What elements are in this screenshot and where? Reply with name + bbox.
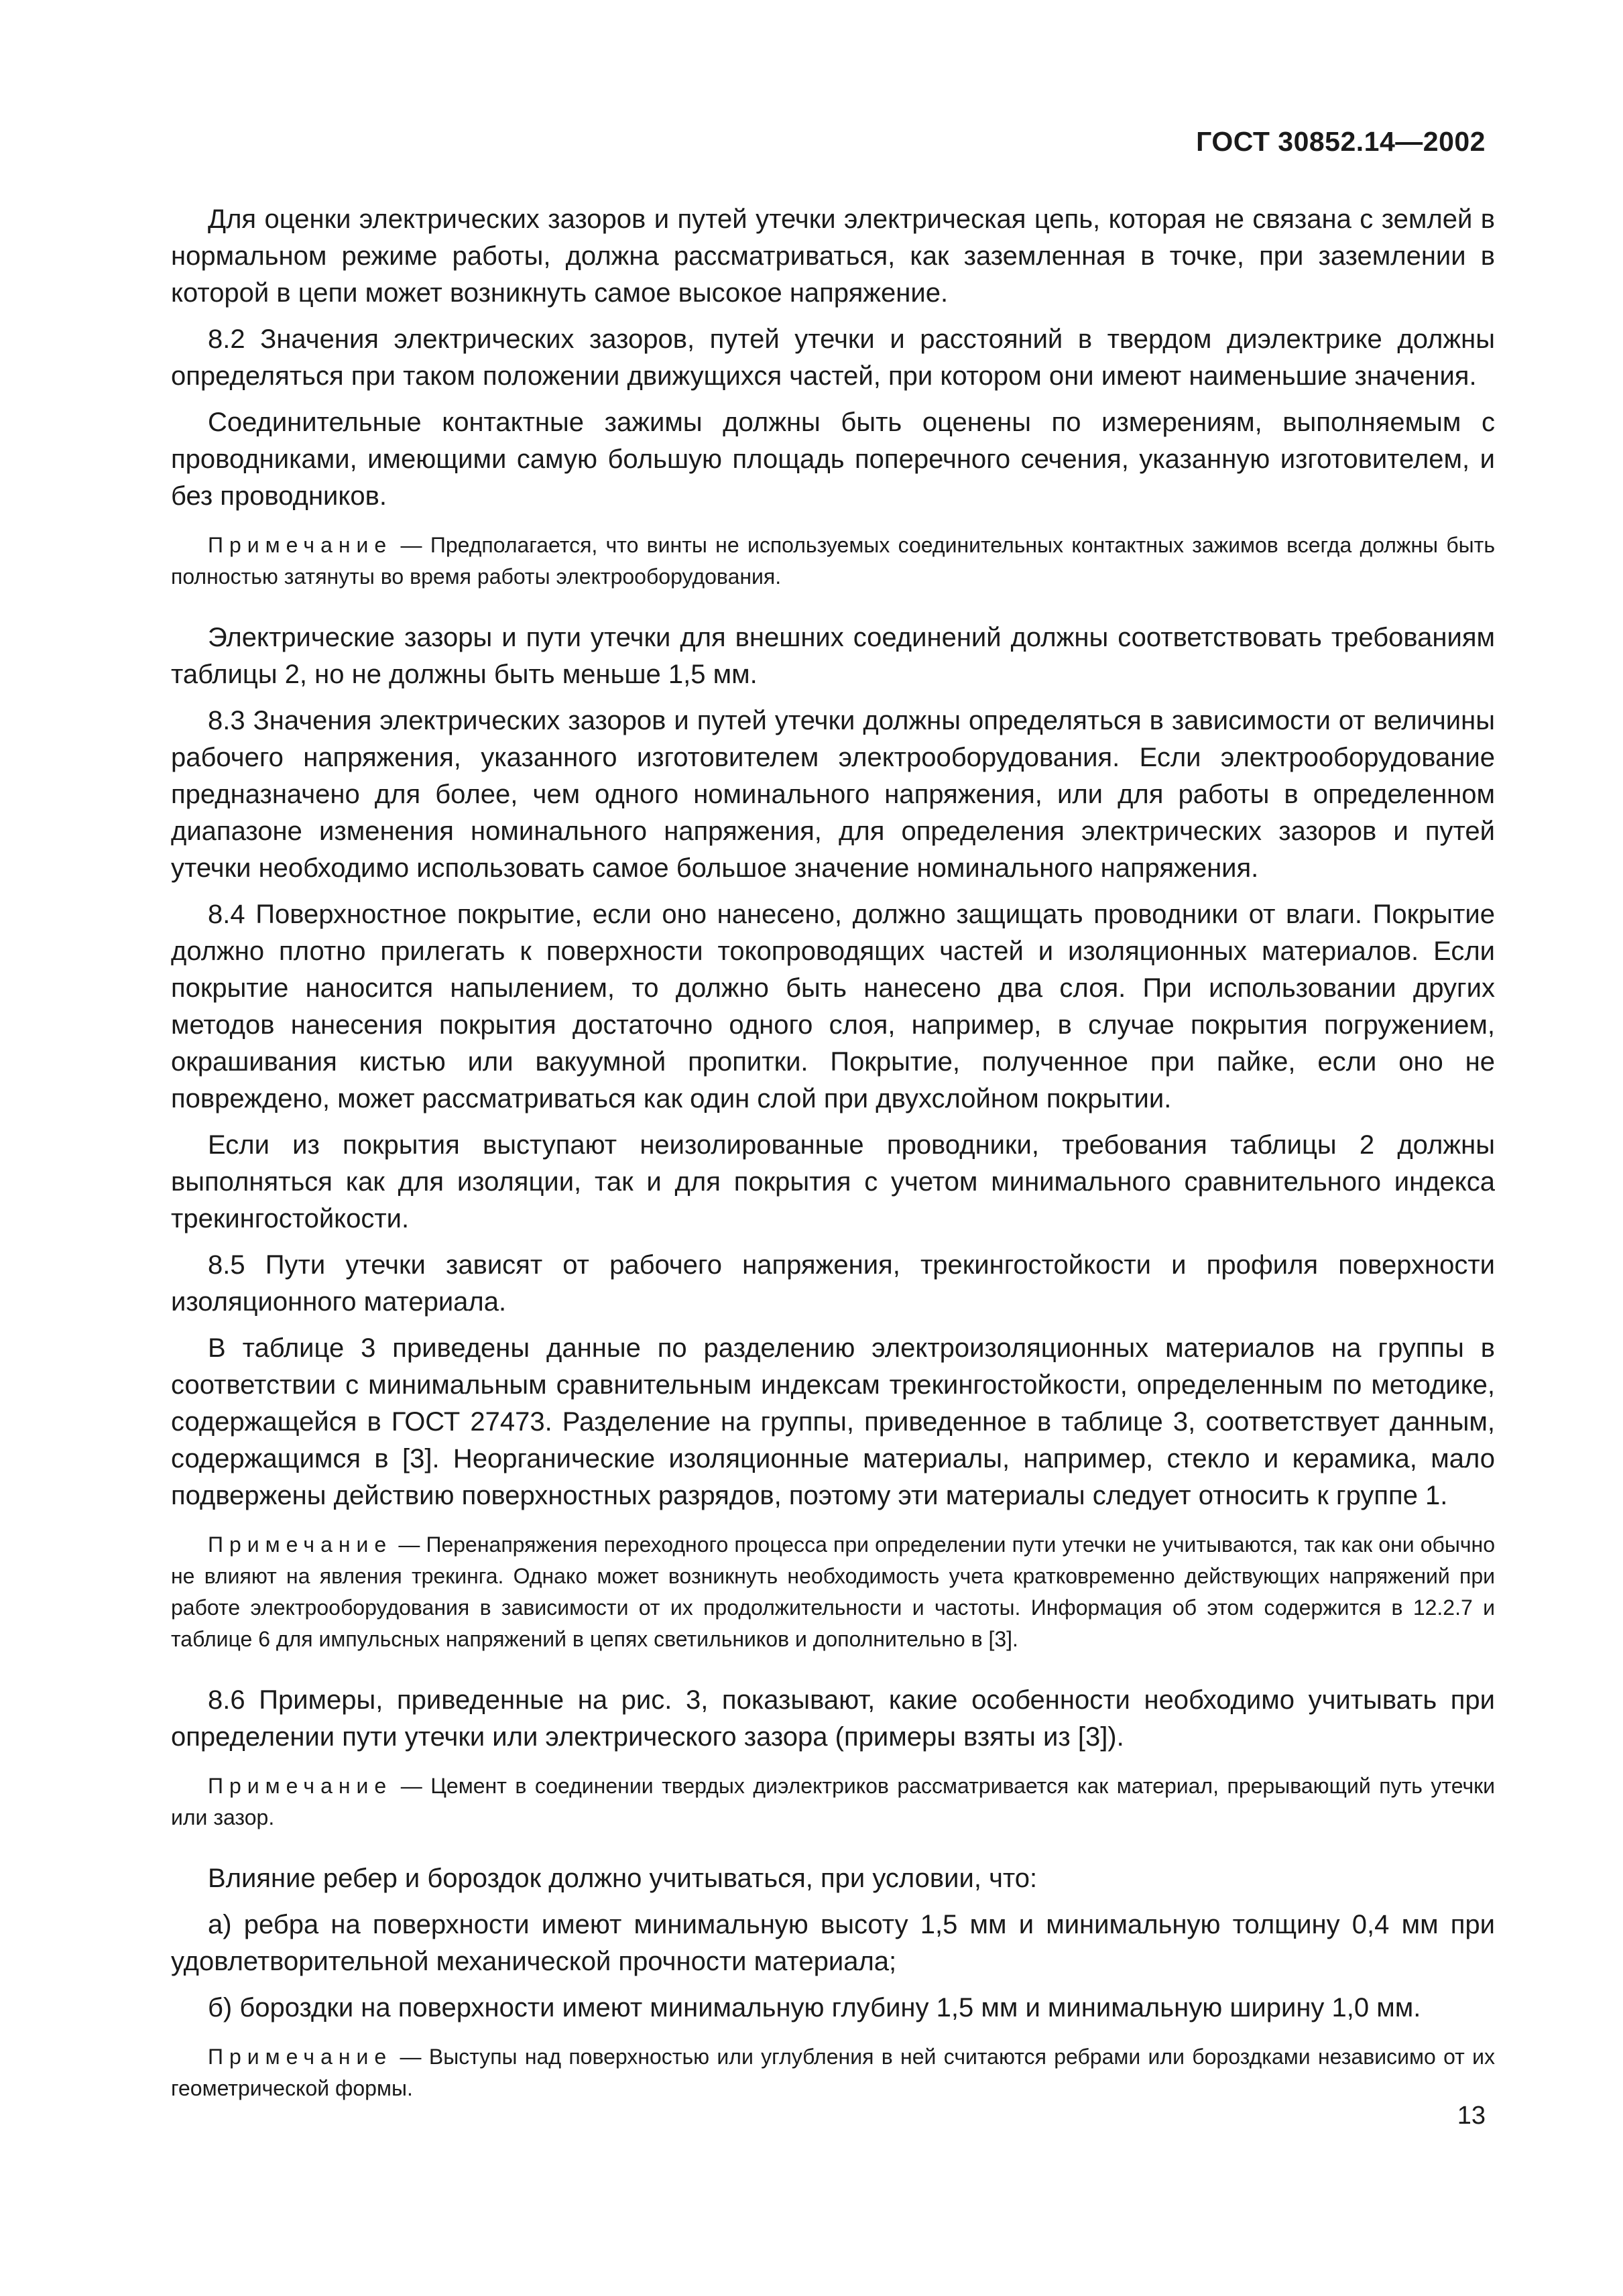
- note: [171, 530, 1495, 593]
- paragraph: 8.6 Примеры, приведенные на рис. 3, показывают, какие особенности необходимо учитывать при определении пути утечки или электрического зазора (примеры взяты из [3]).: [171, 1685, 1495, 1752]
- paragraph: Влияние ребер и бороздок должно учитываться, при условии, что:: [208, 1864, 1038, 1893]
- paragraph: 8.5 Пути утечки зависят от рабочего напряжения, трекингостойкости и профиля поверхности изоляционного материала.: [171, 1250, 1495, 1317]
- paragraph: 8.2 Значения электрических зазоров, путей утечки и расстояний в твердом диэлектрике должны определяться при таком положении движущихся частей, при котором они имеют наименьшие значения.: [171, 324, 1495, 391]
- paragraph: 8.4 Поверхностное покрытие, если оно нанесено, должно защищать проводники от влаги. Покрытие должно плотно прилегать к поверхности токопроводящих частей и изоляционных материалов. Если покрытие наносится напылением, то должно быть нанесено два слоя. При использовании других методов нанесения покрытия достаточно одного слоя, например, в случае покрытия погружением, окрашивания кистью или вакуумной пропитки. Покрытие, полученное при пайке, если оно не повреждено, может рассматриваться как один слой при двухслойном покрытии.: [171, 900, 1495, 1113]
- list-item: б) бороздки на поверхности имеют минимальную глубину 1,5 мм и минимальную ширину 1,0 мм.: [208, 1993, 1421, 2022]
- note: [171, 1529, 1495, 1655]
- paragraph: Соединительные контактные зажимы должны быть оценены по измерениям, выполняемым с проводниками, имеющими самую большую площадь поперечного сечения, указанную изготовителем, и без проводников.: [171, 408, 1495, 511]
- list-item: а) ребра на поверхности имеют минимальную высоту 1,5 мм и минимальную толщину 0,4 мм при удовлетворительной механической прочности материала;: [171, 1910, 1495, 1976]
- note-text: — Перенапряжения переходного процесса при определении пути утечки не учитываются, так как они обычно не влияют на явления трекинга. Однако может возникнуть необходимость учета кратковременно действующих напряжений при работе электрооборудования в зависимости от их продолжительности и частоты. Информация об этом содержится в 12.2.7 и таблице 6 для импульсных напряжений в цепях светильников и дополнительно в [3].: [171, 1532, 1496, 1651]
- page-number: 13: [1457, 2102, 1486, 2130]
- page-body: [171, 201, 1495, 2131]
- note: [171, 1770, 1495, 1833]
- note-label: Примечание: [208, 2045, 393, 2069]
- note-label: Примечание: [208, 1774, 393, 1798]
- document-code: ГОСТ 30852.14—2002: [1196, 126, 1486, 157]
- note-text: — Цемент в соединении твердых диэлектриков рассматривается как материал, прерывающий путь утечки или зазор.: [171, 1774, 1495, 1829]
- paragraph: В таблице 3 приведены данные по разделению электроизоляционных материалов на группы в соответствии с минимальным сравнительным индексам трекингостойкости, определенным по методике, содержащейся в ГОСТ 27473. Разделение на группы, приведенное в таблице 3, соответствует данным, содержащимся в [3]. Неорганические изоляционные материалы, например, стекло и керамика, мало подвержены действию поверхностных разрядов, поэтому эти материалы следует относить к группе 1.: [171, 1333, 1495, 1510]
- note-text: — Выступы над поверхностью или углубления в ней считаются ребрами или бороздками независимо от их геометрической формы.: [171, 2045, 1496, 2100]
- note-label: Примечание: [208, 533, 393, 557]
- paragraph: Если из покрытия выступают неизолированные проводники, требования таблицы 2 должны выполняться как для изоляции, так и для покрытия с учетом минимального сравнительного индекса трекингостойкости.: [171, 1130, 1495, 1233]
- note-label: Примечание: [208, 1532, 393, 1557]
- note-text: — Предполагается, что винты не используемых соединительных контактных зажимов всегда должны быть полностью затянуты во время работы электрооборудования.: [171, 533, 1496, 589]
- note: [171, 2041, 1495, 2104]
- paragraph: Для оценки электрических зазоров и путей утечки электрическая цепь, которая не связана с землей в нормальном режиме работы, должна рассматриваться, как заземленная в точке, при заземлении в которой в цепи может возникнуть самое высокое напряжение.: [171, 204, 1495, 308]
- paragraph: 8.3 Значения электрических зазоров и путей утечки должны определяться в зависимости от величины рабочего напряжения, указанного изготовителем электрооборудования. Если электрооборудование предназначено для более, чем одного номинального напряжения, или для работы в определенном диапазоне изменения номинального напряжения, для определения электрических зазоров и путей утечки необходимо использовать самое большое значение номинального напряжения.: [171, 706, 1495, 883]
- paragraph: Электрические зазоры и пути утечки для внешних соединений должны соответствовать требованиям таблицы 2, но не должны быть меньше 1,5 мм.: [171, 623, 1495, 689]
